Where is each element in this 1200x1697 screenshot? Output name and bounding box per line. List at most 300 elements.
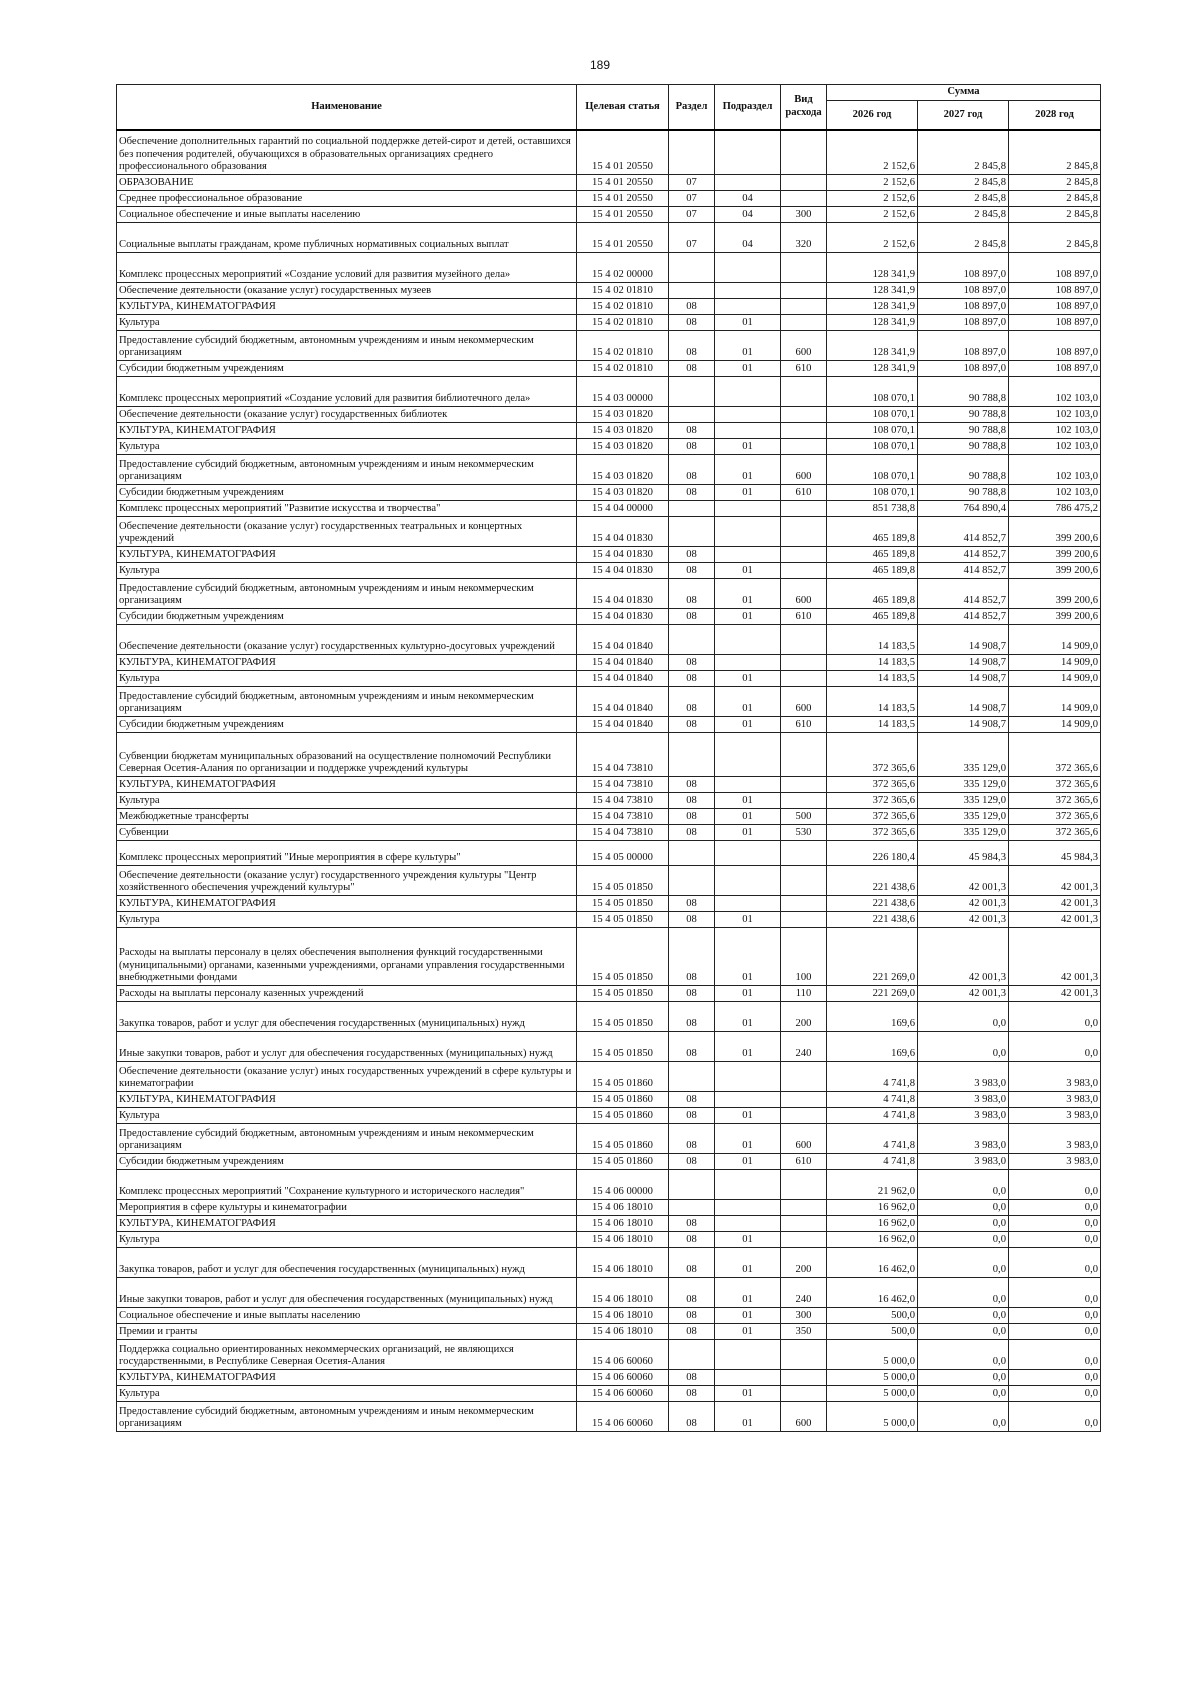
page-number: 189 (589, 58, 611, 72)
row-expense-type: 240 (781, 1278, 827, 1308)
row-sum-2026: 372 365,6 (827, 793, 918, 809)
row-sum-2026: 2 152,6 (827, 207, 918, 223)
row-sum-2027: 2 845,8 (918, 223, 1009, 253)
row-name: Обеспечение деятельности (оказание услуг) государственных библиотек (117, 407, 577, 423)
row-name: Субвенции бюджетам муниципальных образований на осуществление полномочий Республики Северная Осетия-Алания по организации и поддержке учреждений культуры (117, 733, 577, 777)
row-name: Иные закупки товаров, работ и услуг для обеспечения государственных (муниципальных) нужд (117, 1278, 577, 1308)
row-target-article: 15 4 01 20550 (577, 191, 669, 207)
row-section: 08 (669, 1370, 715, 1386)
row-subsection: 01 (715, 687, 781, 717)
row-expense-type: 110 (781, 986, 827, 1002)
row-section: 08 (669, 1002, 715, 1032)
row-section: 07 (669, 191, 715, 207)
header-section: Раздел (669, 85, 715, 131)
row-section (669, 1340, 715, 1370)
row-section (669, 625, 715, 655)
row-sum-2026: 2 152,6 (827, 130, 918, 175)
table-row (117, 1108, 1101, 1124)
row-expense-type (781, 625, 827, 655)
row-name: Среднее профессиональное образование (117, 191, 577, 207)
row-subsection (715, 547, 781, 563)
row-sum-2026: 226 180,4 (827, 841, 918, 866)
row-expense-type: 600 (781, 687, 827, 717)
row-subsection: 01 (715, 793, 781, 809)
row-subsection (715, 253, 781, 283)
row-name: Комплекс процессных мероприятий "Иные мероприятия в сфере культуры" (117, 841, 577, 866)
row-section (669, 283, 715, 299)
row-expense-type (781, 793, 827, 809)
row-name: Обеспечение деятельности (оказание услуг) государственного учреждения культуры "Центр хозяйственного обеспечения учреждений культуры" (117, 866, 577, 896)
row-target-article: 15 4 03 01820 (577, 455, 669, 485)
header-name: Наименование (117, 85, 577, 131)
row-sum-2028: 0,0 (1009, 1324, 1101, 1340)
row-subsection (715, 517, 781, 547)
row-expense-type (781, 1062, 827, 1092)
row-sum-2027: 0,0 (918, 1308, 1009, 1324)
row-target-article: 15 4 06 18010 (577, 1278, 669, 1308)
row-sum-2027: 0,0 (918, 1278, 1009, 1308)
row-target-article: 15 4 02 00000 (577, 253, 669, 283)
row-subsection (715, 1340, 781, 1370)
row-target-article: 15 4 04 01830 (577, 563, 669, 579)
row-sum-2026: 465 189,8 (827, 579, 918, 609)
row-name: КУЛЬТУРА, КИНЕМАТОГРАФИЯ (117, 1370, 577, 1386)
row-name: КУЛЬТУРА, КИНЕМАТОГРАФИЯ (117, 423, 577, 439)
row-subsection (715, 501, 781, 517)
row-sum-2028: 2 845,8 (1009, 223, 1101, 253)
row-expense-type: 600 (781, 579, 827, 609)
row-expense-type: 200 (781, 1248, 827, 1278)
header-sum: Сумма (827, 85, 1101, 101)
row-sum-2028: 372 365,6 (1009, 777, 1101, 793)
header-year-2028: 2028 год (1009, 101, 1101, 131)
row-target-article: 15 4 04 73810 (577, 825, 669, 841)
row-section: 08 (669, 1308, 715, 1324)
table-row (117, 191, 1101, 207)
row-sum-2028: 2 845,8 (1009, 207, 1101, 223)
table-row (117, 687, 1101, 717)
table-row (117, 223, 1101, 253)
row-section: 08 (669, 928, 715, 986)
row-sum-2028: 372 365,6 (1009, 733, 1101, 777)
table-row (117, 1200, 1101, 1216)
row-sum-2028: 102 103,0 (1009, 407, 1101, 423)
row-sum-2026: 108 070,1 (827, 423, 918, 439)
row-sum-2026: 4 741,8 (827, 1062, 918, 1092)
row-name: Расходы на выплаты персоналу в целях обеспечения выполнения функций государственными (муниципальными) органами, казенными учреждениями, органами управления государственными внебюджетными фондами (117, 928, 577, 986)
row-sum-2028: 0,0 (1009, 1402, 1101, 1432)
row-target-article: 15 4 06 18010 (577, 1216, 669, 1232)
row-section: 08 (669, 1108, 715, 1124)
row-sum-2028: 108 897,0 (1009, 331, 1101, 361)
row-subsection: 01 (715, 1124, 781, 1154)
row-sum-2028: 0,0 (1009, 1200, 1101, 1216)
row-sum-2028: 14 909,0 (1009, 655, 1101, 671)
table-row (117, 671, 1101, 687)
row-sum-2026: 128 341,9 (827, 299, 918, 315)
row-subsection: 04 (715, 191, 781, 207)
row-sum-2027: 42 001,3 (918, 986, 1009, 1002)
table-row (117, 377, 1101, 407)
table-row (117, 825, 1101, 841)
row-subsection (715, 130, 781, 175)
row-sum-2027: 414 852,7 (918, 579, 1009, 609)
row-expense-type (781, 517, 827, 547)
row-expense-type: 610 (781, 609, 827, 625)
row-target-article: 15 4 05 01850 (577, 912, 669, 928)
row-expense-type (781, 563, 827, 579)
table-row (117, 547, 1101, 563)
row-target-article: 15 4 06 60060 (577, 1370, 669, 1386)
row-target-article: 15 4 06 18010 (577, 1248, 669, 1278)
row-sum-2026: 500,0 (827, 1324, 918, 1340)
row-expense-type (781, 439, 827, 455)
row-sum-2026: 108 070,1 (827, 455, 918, 485)
row-sum-2026: 372 365,6 (827, 733, 918, 777)
row-sum-2027: 14 908,7 (918, 625, 1009, 655)
row-sum-2027: 42 001,3 (918, 866, 1009, 896)
row-sum-2026: 108 070,1 (827, 485, 918, 501)
row-sum-2027: 3 983,0 (918, 1124, 1009, 1154)
table-row (117, 1216, 1101, 1232)
row-subsection (715, 866, 781, 896)
row-sum-2028: 3 983,0 (1009, 1124, 1101, 1154)
row-sum-2028: 399 200,6 (1009, 547, 1101, 563)
row-sum-2027: 3 983,0 (918, 1092, 1009, 1108)
row-sum-2027: 0,0 (918, 1340, 1009, 1370)
table-row (117, 501, 1101, 517)
table-row (117, 253, 1101, 283)
row-sum-2026: 169,6 (827, 1002, 918, 1032)
row-subsection: 01 (715, 361, 781, 377)
row-sum-2027: 335 129,0 (918, 793, 1009, 809)
row-sum-2028: 3 983,0 (1009, 1154, 1101, 1170)
row-name: Культура (117, 1386, 577, 1402)
row-name: Культура (117, 1232, 577, 1248)
row-subsection: 01 (715, 1232, 781, 1248)
row-section: 08 (669, 315, 715, 331)
row-expense-type (781, 191, 827, 207)
table-row (117, 1340, 1101, 1370)
row-sum-2026: 851 738,8 (827, 501, 918, 517)
row-name: Обеспечение деятельности (оказание услуг) государственных театральных и концертных учреждений (117, 517, 577, 547)
row-sum-2026: 14 183,5 (827, 625, 918, 655)
row-sum-2026: 221 438,6 (827, 866, 918, 896)
row-name: ОБРАЗОВАНИЕ (117, 175, 577, 191)
row-sum-2026: 14 183,5 (827, 717, 918, 733)
row-sum-2028: 102 103,0 (1009, 439, 1101, 455)
row-sum-2027: 108 897,0 (918, 331, 1009, 361)
row-sum-2027: 414 852,7 (918, 517, 1009, 547)
row-expense-type (781, 283, 827, 299)
row-name: Субсидии бюджетным учреждениям (117, 717, 577, 733)
row-sum-2028: 2 845,8 (1009, 130, 1101, 175)
row-expense-type: 320 (781, 223, 827, 253)
row-expense-type (781, 655, 827, 671)
row-section (669, 1200, 715, 1216)
row-sum-2026: 372 365,6 (827, 809, 918, 825)
row-subsection: 01 (715, 1308, 781, 1324)
row-section: 08 (669, 1124, 715, 1154)
row-sum-2028: 399 200,6 (1009, 579, 1101, 609)
row-subsection (715, 896, 781, 912)
row-section: 08 (669, 439, 715, 455)
row-subsection (715, 1062, 781, 1092)
row-sum-2028: 0,0 (1009, 1232, 1101, 1248)
row-section: 08 (669, 986, 715, 1002)
row-target-article: 15 4 05 01860 (577, 1124, 669, 1154)
row-sum-2028: 108 897,0 (1009, 253, 1101, 283)
table-row (117, 733, 1101, 777)
row-expense-type (781, 896, 827, 912)
row-subsection (715, 423, 781, 439)
row-expense-type (781, 1092, 827, 1108)
table-row (117, 579, 1101, 609)
row-sum-2027: 0,0 (918, 1370, 1009, 1386)
row-section (669, 501, 715, 517)
row-section: 08 (669, 1248, 715, 1278)
row-section: 08 (669, 1232, 715, 1248)
row-sum-2026: 128 341,9 (827, 253, 918, 283)
row-expense-type: 100 (781, 928, 827, 986)
row-section: 08 (669, 361, 715, 377)
row-sum-2026: 14 183,5 (827, 655, 918, 671)
row-expense-type: 610 (781, 485, 827, 501)
table-row (117, 299, 1101, 315)
row-subsection: 01 (715, 1324, 781, 1340)
row-section: 08 (669, 563, 715, 579)
table-row (117, 1232, 1101, 1248)
row-subsection: 01 (715, 1108, 781, 1124)
row-target-article: 15 4 06 18010 (577, 1200, 669, 1216)
row-target-article: 15 4 01 20550 (577, 223, 669, 253)
row-subsection: 01 (715, 1386, 781, 1402)
row-name: Культура (117, 793, 577, 809)
row-sum-2026: 169,6 (827, 1032, 918, 1062)
row-section (669, 1170, 715, 1200)
row-target-article: 15 4 06 18010 (577, 1232, 669, 1248)
row-name: Обеспечение деятельности (оказание услуг) государственных музеев (117, 283, 577, 299)
row-target-article: 15 4 04 73810 (577, 733, 669, 777)
row-sum-2028: 102 103,0 (1009, 455, 1101, 485)
row-section (669, 377, 715, 407)
row-section: 08 (669, 655, 715, 671)
row-name: Премии и гранты (117, 1324, 577, 1340)
row-sum-2028: 0,0 (1009, 1370, 1101, 1386)
row-subsection: 01 (715, 1248, 781, 1278)
row-sum-2027: 2 845,8 (918, 191, 1009, 207)
row-name: Мероприятия в сфере культуры и кинематографии (117, 1200, 577, 1216)
row-sum-2027: 14 908,7 (918, 717, 1009, 733)
row-expense-type (781, 671, 827, 687)
row-target-article: 15 4 05 01850 (577, 896, 669, 912)
row-name: Межбюджетные трансферты (117, 809, 577, 825)
row-sum-2028: 786 475,2 (1009, 501, 1101, 517)
row-sum-2027: 90 788,8 (918, 423, 1009, 439)
row-section: 08 (669, 331, 715, 361)
row-sum-2027: 90 788,8 (918, 377, 1009, 407)
row-expense-type (781, 866, 827, 896)
table-row (117, 175, 1101, 191)
row-expense-type (781, 1340, 827, 1370)
row-sum-2026: 465 189,8 (827, 547, 918, 563)
row-sum-2027: 108 897,0 (918, 283, 1009, 299)
table-row (117, 866, 1101, 896)
row-section: 08 (669, 671, 715, 687)
row-sum-2028: 399 200,6 (1009, 517, 1101, 547)
row-name: Предоставление субсидий бюджетным, автономным учреждениям и иным некоммерческим организациям (117, 455, 577, 485)
table-row (117, 455, 1101, 485)
table-row (117, 1370, 1101, 1386)
row-section: 08 (669, 547, 715, 563)
row-subsection (715, 377, 781, 407)
row-name: КУЛЬТУРА, КИНЕМАТОГРАФИЯ (117, 1092, 577, 1108)
header-expense-type: Вид расхода (781, 85, 827, 131)
row-sum-2028: 372 365,6 (1009, 825, 1101, 841)
row-section: 08 (669, 825, 715, 841)
row-subsection: 01 (715, 1154, 781, 1170)
row-name: Обеспечение дополнительных гарантий по социальной поддержке детей-сирот и детей, оставшихся без попечения родителей, обучающихся в образовательных организациях среднего профессионального образования (117, 130, 577, 175)
table-row (117, 1062, 1101, 1092)
row-sum-2027: 414 852,7 (918, 563, 1009, 579)
table-row (117, 563, 1101, 579)
row-expense-type (781, 841, 827, 866)
row-sum-2026: 221 269,0 (827, 928, 918, 986)
row-expense-type: 600 (781, 331, 827, 361)
row-target-article: 15 4 06 60060 (577, 1340, 669, 1370)
row-name: Предоставление субсидий бюджетным, автономным учреждениям и иным некоммерческим организациям (117, 1402, 577, 1432)
row-expense-type (781, 299, 827, 315)
row-section: 08 (669, 485, 715, 501)
row-target-article: 15 4 06 00000 (577, 1170, 669, 1200)
row-name: КУЛЬТУРА, КИНЕМАТОГРАФИЯ (117, 777, 577, 793)
row-subsection: 01 (715, 609, 781, 625)
row-sum-2026: 221 269,0 (827, 986, 918, 1002)
row-sum-2027: 414 852,7 (918, 609, 1009, 625)
row-expense-type (781, 1108, 827, 1124)
row-sum-2027: 90 788,8 (918, 455, 1009, 485)
row-sum-2027: 0,0 (918, 1032, 1009, 1062)
row-sum-2026: 221 438,6 (827, 912, 918, 928)
row-section: 08 (669, 609, 715, 625)
row-sum-2026: 128 341,9 (827, 315, 918, 331)
row-sum-2027: 0,0 (918, 1216, 1009, 1232)
row-sum-2027: 3 983,0 (918, 1154, 1009, 1170)
row-expense-type: 600 (781, 1124, 827, 1154)
row-name: Предоставление субсидий бюджетным, автономным учреждениям и иным некоммерческим организациям (117, 331, 577, 361)
row-expense-type: 240 (781, 1032, 827, 1062)
row-section (669, 866, 715, 896)
row-target-article: 15 4 05 01860 (577, 1154, 669, 1170)
row-target-article: 15 4 04 01830 (577, 547, 669, 563)
row-sum-2027: 108 897,0 (918, 315, 1009, 331)
row-name: Культура (117, 912, 577, 928)
table-body (117, 130, 1101, 1432)
row-expense-type (781, 777, 827, 793)
row-subsection: 01 (715, 485, 781, 501)
row-sum-2026: 372 365,6 (827, 777, 918, 793)
row-subsection: 01 (715, 671, 781, 687)
table-row (117, 1170, 1101, 1200)
row-expense-type: 500 (781, 809, 827, 825)
row-sum-2027: 0,0 (918, 1386, 1009, 1402)
row-sum-2027: 0,0 (918, 1002, 1009, 1032)
row-sum-2027: 0,0 (918, 1402, 1009, 1432)
row-section (669, 130, 715, 175)
row-sum-2028: 3 983,0 (1009, 1108, 1101, 1124)
row-name: Культура (117, 1108, 577, 1124)
row-name: Комплекс процессных мероприятий «Создание условий для развития библиотечного дела» (117, 377, 577, 407)
table-row (117, 439, 1101, 455)
row-sum-2026: 108 070,1 (827, 439, 918, 455)
row-name: Иные закупки товаров, работ и услуг для обеспечения государственных (муниципальных) нужд (117, 1032, 577, 1062)
row-subsection: 01 (715, 439, 781, 455)
row-expense-type (781, 407, 827, 423)
row-target-article: 15 4 04 01840 (577, 655, 669, 671)
row-target-article: 15 4 03 01820 (577, 407, 669, 423)
table-row (117, 1386, 1101, 1402)
row-expense-type (781, 1370, 827, 1386)
row-expense-type: 300 (781, 1308, 827, 1324)
row-target-article: 15 4 05 01850 (577, 928, 669, 986)
row-expense-type: 300 (781, 207, 827, 223)
row-sum-2026: 4 741,8 (827, 1124, 918, 1154)
row-sum-2026: 372 365,6 (827, 825, 918, 841)
row-section: 08 (669, 793, 715, 809)
row-name: Расходы на выплаты персоналу казенных учреждений (117, 986, 577, 1002)
row-sum-2028: 2 845,8 (1009, 191, 1101, 207)
row-target-article: 15 4 03 01820 (577, 485, 669, 501)
row-target-article: 15 4 01 20550 (577, 130, 669, 175)
row-section: 08 (669, 299, 715, 315)
row-target-article: 15 4 04 73810 (577, 809, 669, 825)
row-sum-2028: 108 897,0 (1009, 299, 1101, 315)
row-sum-2027: 0,0 (918, 1170, 1009, 1200)
row-expense-type (781, 253, 827, 283)
row-sum-2027: 3 983,0 (918, 1062, 1009, 1092)
row-sum-2027: 108 897,0 (918, 361, 1009, 377)
row-subsection (715, 1216, 781, 1232)
row-section (669, 1062, 715, 1092)
row-sum-2028: 3 983,0 (1009, 1092, 1101, 1108)
row-subsection: 01 (715, 1002, 781, 1032)
header-target-article: Целевая статья (577, 85, 669, 131)
table-row (117, 331, 1101, 361)
row-target-article: 15 4 04 01830 (577, 579, 669, 609)
row-sum-2028: 0,0 (1009, 1032, 1101, 1062)
row-sum-2026: 108 070,1 (827, 377, 918, 407)
row-sum-2027: 0,0 (918, 1200, 1009, 1216)
row-target-article: 15 4 04 01830 (577, 609, 669, 625)
row-name: Социальные выплаты гражданам, кроме публичных нормативных социальных выплат (117, 223, 577, 253)
row-expense-type (781, 315, 827, 331)
row-subsection: 01 (715, 331, 781, 361)
row-target-article: 15 4 04 73810 (577, 793, 669, 809)
table-row (117, 1324, 1101, 1340)
table-row (117, 1092, 1101, 1108)
row-name: Культура (117, 671, 577, 687)
row-target-article: 15 4 06 60060 (577, 1386, 669, 1402)
table-row (117, 423, 1101, 439)
row-sum-2027: 90 788,8 (918, 407, 1009, 423)
table-row (117, 361, 1101, 377)
row-expense-type: 600 (781, 1402, 827, 1432)
table-row (117, 517, 1101, 547)
row-sum-2027: 335 129,0 (918, 825, 1009, 841)
row-expense-type (781, 547, 827, 563)
row-sum-2028: 45 984,3 (1009, 841, 1101, 866)
row-expense-type (781, 130, 827, 175)
